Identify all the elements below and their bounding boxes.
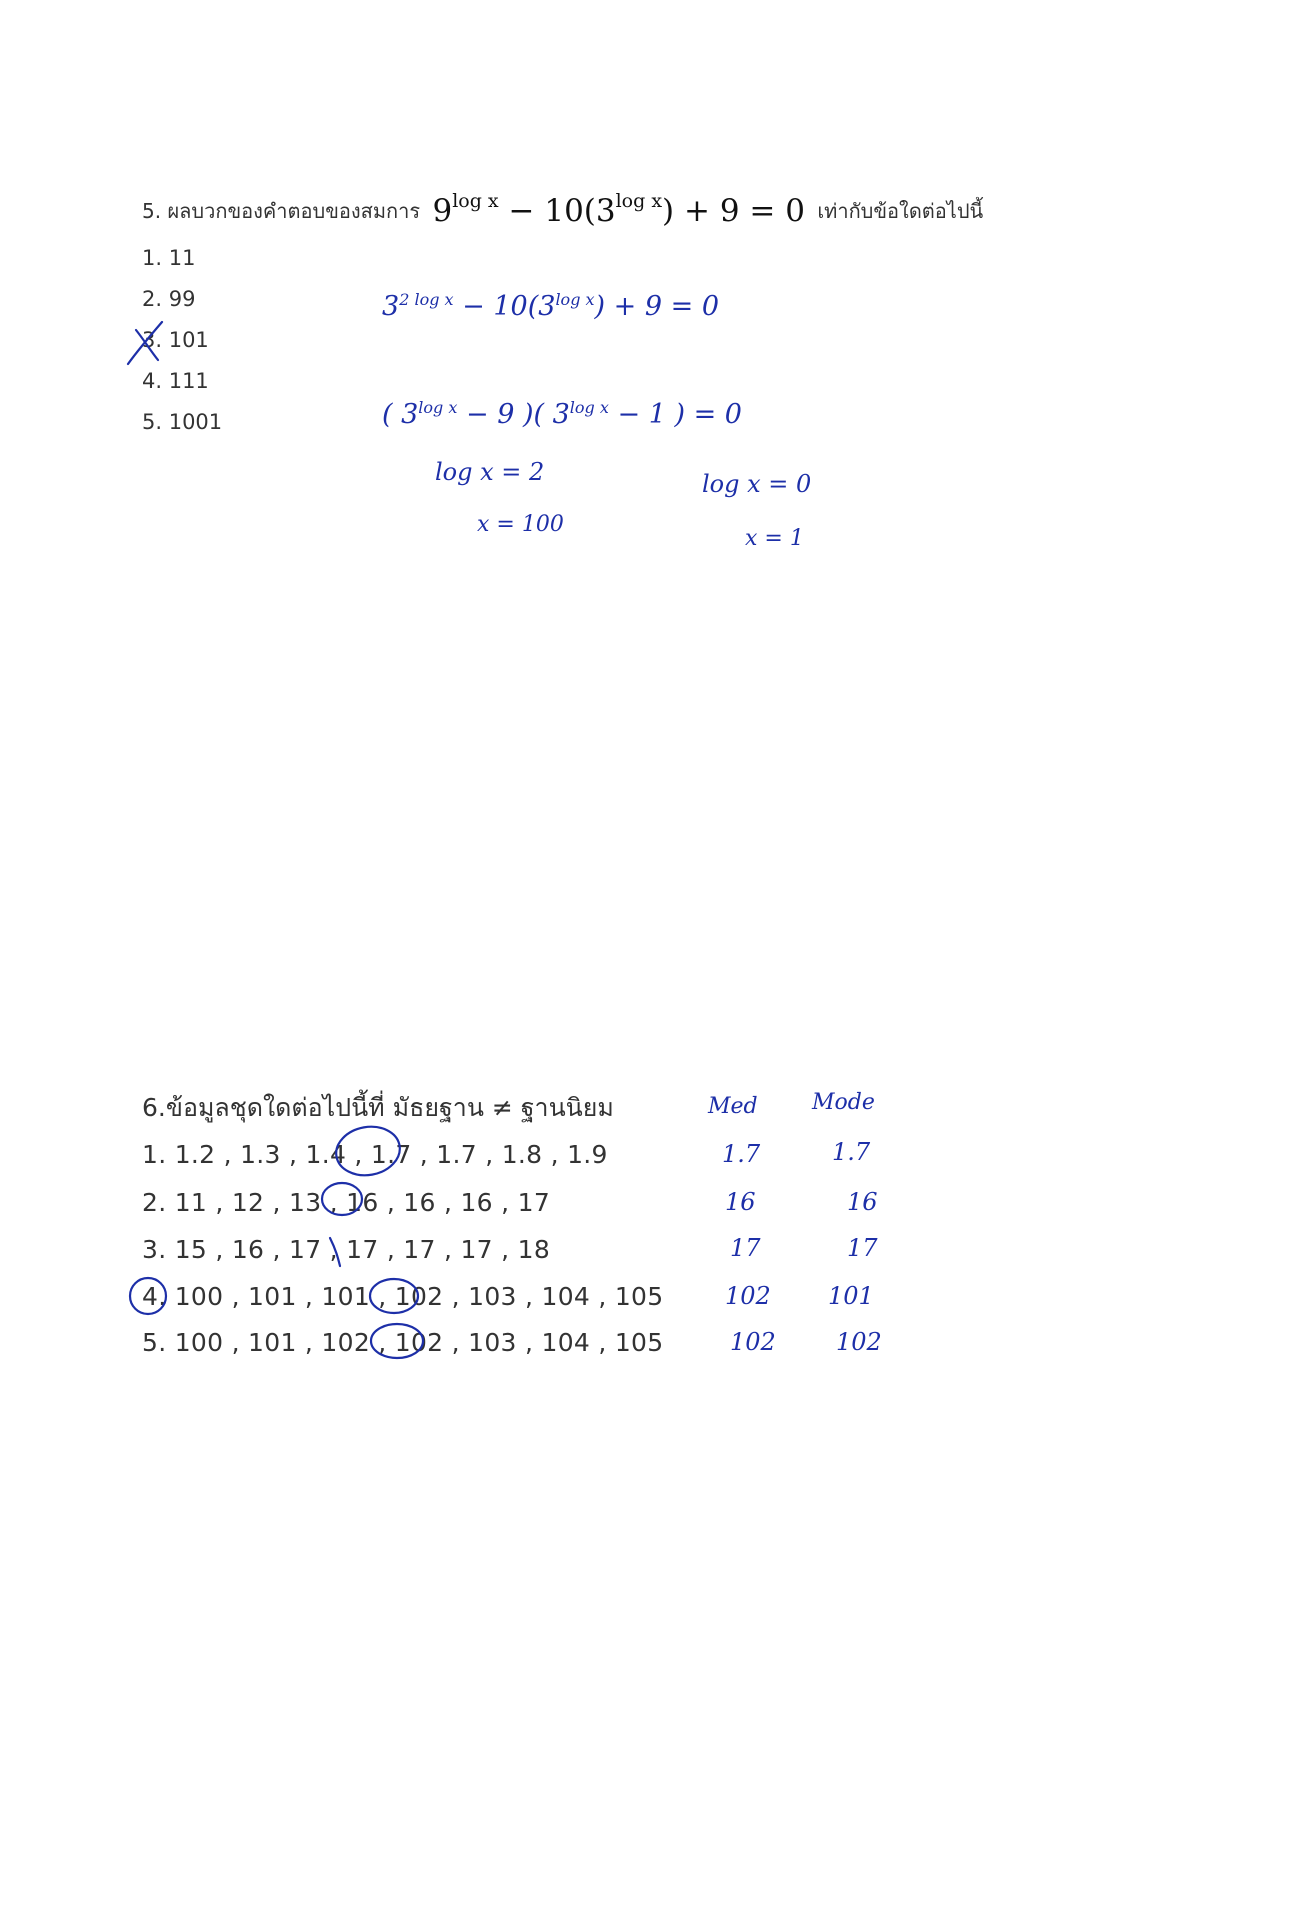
q6-option-4: 4. 100 , 101 , 101 , 102 , 103 , 104 , 105 [142,1282,664,1311]
eq-middle: − 10(3 [508,193,616,229]
med-value-2: 16 [725,1188,756,1216]
hw-base: 3 [382,291,400,322]
hw-factor-end: − 1 ) = 0 [617,399,742,430]
q5-work-line-2 [382,398,742,430]
med-value-3: 17 [730,1234,761,1262]
mode-value-3: 17 [847,1234,878,1262]
hw-mid: − 10(3 [462,291,556,322]
q6-option-2: 2. 11 , 12 , 13 , 16 , 16 , 16 , 17 [142,1188,551,1217]
q5-option-2: 2. 99 [142,287,196,311]
eq-end: ) + 9 = 0 [662,193,805,229]
med-column-header: Med [708,1094,758,1119]
q5-option-4: 4. 111 [142,369,209,393]
eq-exponent-2: log x [615,190,663,212]
hw-exp-2: log x [555,290,595,309]
med-value-4: 102 [725,1282,771,1310]
question-5-stem [142,190,983,229]
hw-factor-open: ( 3 [382,399,419,430]
q6-option-5: 5. 100 , 101 , 102 , 102 , 103 , 104 , 105 [142,1328,664,1357]
q5-option-1: 1. 11 [142,246,196,270]
mode-column-header: Mode [812,1090,875,1115]
q5-option-3: 3. 101 [142,328,209,352]
q5-stem-prefix: 5. ผลบวกของคำตอบของสมการ [142,199,421,223]
med-value-1: 1.7 [722,1140,761,1168]
mode-value-5: 102 [836,1328,882,1356]
q5-work-right-x: x = 1 [745,526,804,551]
q6-option-3: 3. 15 , 16 , 17 , 17 , 17 , 17 , 18 [142,1235,551,1264]
hw-factor-exp-2: log x [569,398,609,417]
eq-base: 9 [432,193,453,229]
med-value-5: 102 [730,1328,776,1356]
hw-factor-exp: log x [418,398,458,417]
hw-exp: 2 log x [399,290,454,309]
question-6-stem: 6.ข้อมูลชุดใดต่อไปนี้ที่ มัธยฐาน ≠ ฐานนิยม [142,1093,614,1122]
eq-exponent: log x [452,190,499,212]
hw-factor-mid: − 9 )( 3 [466,399,570,430]
q5-option-5: 5. 1001 [142,410,223,434]
q5-work-line-1 [382,290,719,322]
mode-value-2: 16 [847,1188,878,1216]
q5-work-left-log: log x = 2 [435,458,545,486]
mode-value-4: 101 [828,1282,874,1310]
hw-end: ) + 9 = 0 [594,291,720,322]
q6-option-1: 1. 1.2 , 1.3 , 1.4 , 1.7 , 1.7 , 1.8 , 1.9 [142,1140,608,1169]
mode-value-1: 1.7 [832,1138,871,1166]
q5-equation [432,190,805,229]
q5-work-left-x: x = 100 [477,512,564,537]
q5-work-right-log: log x = 0 [702,470,812,498]
q5-stem-suffix: เท่ากับข้อใดต่อไปนี้ [817,199,984,223]
